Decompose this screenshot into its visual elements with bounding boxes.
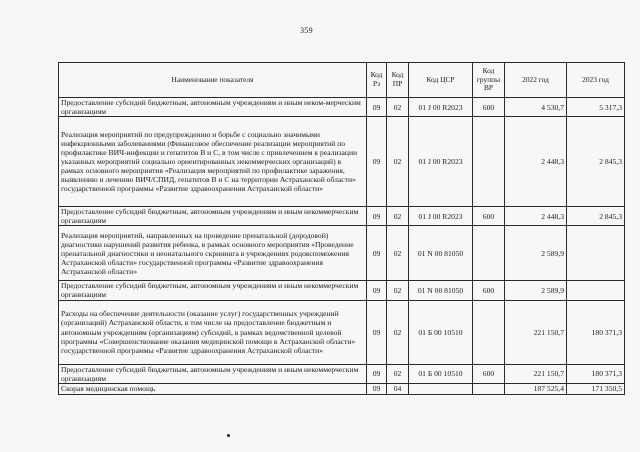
header-name: Наименование показателя [59,63,367,98]
row-rz: 09 [367,117,387,207]
row-csr: 01 Б 00 10510 [409,300,473,364]
row-csr: 01 Б 00 10510 [409,364,473,383]
table-row [59,281,625,300]
budget-table [58,62,625,395]
header-rz: Код Рз [367,63,387,98]
row-rz: 09 [367,300,387,364]
row-value-2023: 5 317,3 [567,98,625,117]
row-pr: 02 [387,300,409,364]
row-value-2023: 180 371,3 [567,300,625,364]
row-rz: 09 [367,364,387,383]
row-name: Реализация мероприятий, направленных на проведение пренатальной (дородовой) диагностики нарушений развития ребенка, в рамках основного мероприятия «Проведение пренатальной диагностики и неонатального скрининга в учреждениях родовспоможения Астраханской области» государственной программы «Развитие здравоохранения Астраханской области» [59,226,367,281]
table-row [59,300,625,364]
row-value-2023: 2 845,3 [567,117,625,207]
row-rz: 09 [367,207,387,226]
row-csr: 01 N 00 81050 [409,281,473,300]
row-pr: 04 [387,383,409,394]
row-vr: 600 [473,281,505,300]
row-pr: 02 [387,117,409,207]
row-pr: 02 [387,207,409,226]
row-vr [473,383,505,394]
row-vr: 600 [473,98,505,117]
row-csr: 01 J 00 R2023 [409,98,473,117]
row-value-2022: 4 530,7 [505,98,567,117]
row-value-2023 [567,226,625,281]
row-vr: 600 [473,364,505,383]
row-csr: 01 N 00 81050 [409,226,473,281]
row-name: Расходы на обеспечение деятельности (оказание услуг) государственных учреждений (организаций) Астраханской области, в том числе на предоставление бюджетным и автономным учреждениям (организациям) субсидий, в рамках ведомственной целевой программы «Совершенствование оказания медицинской помощи в Астраханской области» государственной программы «Развитие здравоохранения Астраханской области» [59,300,367,364]
row-rz: 09 [367,383,387,394]
header-csr: Код ЦСР [409,63,473,98]
row-value-2022: 2 589,9 [505,226,567,281]
header-2022: 2022 год [505,63,567,98]
header-vr: Код группы ВР [473,63,505,98]
row-name: Скорая медицинская помощь [59,383,367,394]
row-pr: 02 [387,226,409,281]
header-2023: 2023 год [567,63,625,98]
row-value-2023 [567,281,625,300]
row-value-2022: 221 150,7 [505,364,567,383]
row-rz: 09 [367,281,387,300]
page-number: 359 [300,26,313,35]
table-row [59,226,625,281]
table-row [59,117,625,207]
row-vr [473,300,505,364]
row-vr [473,226,505,281]
row-value-2022: 221 150,7 [505,300,567,364]
row-pr: 02 [387,98,409,117]
row-name: Предоставление субсидий бюджетным, автономным учреждениям и иным неком-мерческим организациям [59,98,367,117]
row-pr: 02 [387,281,409,300]
row-value-2023: 171 350,5 [567,383,625,394]
table-header-row [59,63,625,98]
row-pr: 02 [387,364,409,383]
row-rz: 09 [367,98,387,117]
row-value-2023: 2 845,3 [567,207,625,226]
table-row [59,364,625,383]
row-value-2022: 2 448,3 [505,207,567,226]
row-value-2022: 187 525,4 [505,383,567,394]
row-name: Предоставление субсидий бюджетным, автономным учреждениям и иным некоммерческим организациям [59,207,367,226]
row-csr: 01 J 00 R2023 [409,117,473,207]
row-name: Предоставление субсидий бюджетным, автономным учреждениям и иным некоммерческим организациям [59,281,367,300]
row-vr: 600 [473,207,505,226]
row-vr [473,117,505,207]
row-value-2022: 2 589,9 [505,281,567,300]
row-csr: 01 J 00 R2023 [409,207,473,226]
table-row [59,98,625,117]
table-row [59,383,625,394]
header-pr: Код ПР [387,63,409,98]
table-row [59,207,625,226]
row-rz: 09 [367,226,387,281]
row-csr [409,383,473,394]
row-value-2022: 2 448,3 [505,117,567,207]
row-name: Предоставление субсидий бюджетным, автономным учреждениям и иным некоммерческим организациям [59,364,367,383]
scan-mark [227,434,230,437]
row-name: Реализация мероприятий по предупреждению и борьбе с социально значимыми инфекционными заболеваниями (Финансовое обеспечение реализации мероприятий по профилактике ВИЧ-инфекции и гепатитов В и С, в том числе с привлечением к реализации указанных мероприятий социально ориентированных некоммерческих организаций) в рамках основного мероприятия «Реализация мероприятий по профилактике заражения, выявлению и лечению ВИЧ/СПИД, гепатитов В и С на территории Астраханской области» государственной программы «Развитие здравоохранения Астраханской области» [59,117,367,207]
row-value-2023: 180 371,3 [567,364,625,383]
